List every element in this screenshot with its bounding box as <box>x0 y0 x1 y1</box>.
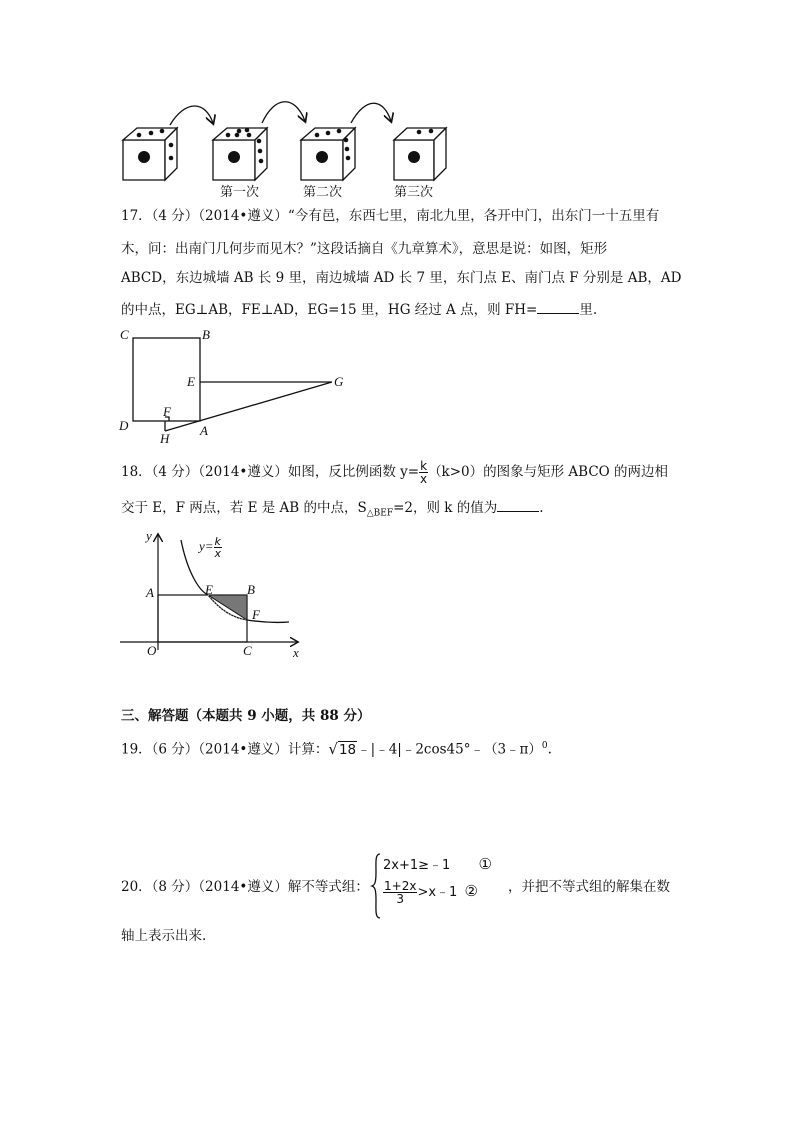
label-C: C <box>120 327 129 342</box>
label-E: E <box>205 582 213 597</box>
label-D: D <box>119 418 129 433</box>
q18-line-1-text: 18．（4 分）（2014•遵义）如图，反比例函数 y= <box>121 464 420 480</box>
inequality-1-mark: ① <box>478 855 492 873</box>
label-A: A <box>146 585 154 600</box>
function-numerator: k <box>214 535 221 548</box>
arrow-1 <box>170 106 213 125</box>
label-F: F <box>252 607 260 622</box>
q19-line <box>121 736 552 760</box>
section-heading: 三、解答题（本题共 9 小题，共 88 分） <box>121 708 371 724</box>
sqrt-sign: √ <box>328 739 338 758</box>
q17-line-3: ABCD，东边城墙 AB 长 9 里，南边城墙 AD 长 7 里，东门点 E、南门点 F 分别是 AB，AD <box>121 270 682 286</box>
fraction-k-over-x <box>419 460 428 485</box>
q18-line-1 <box>121 457 668 487</box>
q19-end: . <box>547 741 552 758</box>
label-F: F <box>163 404 171 419</box>
label-x-axis: x <box>293 645 299 660</box>
q18-line-2 <box>121 498 544 524</box>
inequality-2-rest: >x﹣1 <box>417 885 458 900</box>
q18-line-2-text: 交于 E，F 两点，若 E 是 AB 的中点，S <box>121 500 367 516</box>
area-subscript: △BEF <box>366 508 394 519</box>
exponent: 0 <box>541 741 548 751</box>
q18-line-1-rest: （k>0）的图象与矩形 ABCO 的两边相 <box>428 464 669 480</box>
inequality-2-numerator: 1+2x <box>384 879 417 893</box>
dice-caption-1: 第一次 <box>220 185 260 200</box>
die-4 <box>394 128 446 180</box>
label-y-axis: y <box>146 528 152 543</box>
arrow-2 <box>262 102 305 123</box>
dice-caption-3: 第三次 <box>394 185 434 200</box>
inequality-system <box>370 852 510 922</box>
label-H: H <box>160 431 170 446</box>
q19-expression: ﹣|﹣4|﹣2cos45°﹣（3﹣π） <box>357 741 542 758</box>
sqrt-expression <box>328 739 357 760</box>
q20-line-1: 20．（8 分）（2014•遵义）解不等式组： <box>121 879 369 895</box>
q17-figure <box>115 325 355 445</box>
label-C: C <box>243 643 252 658</box>
q20-line-2: 轴上表示出来. <box>121 928 207 944</box>
fraction-denominator: x <box>420 472 428 486</box>
dice-caption-2: 第二次 <box>303 185 343 200</box>
die-1 <box>123 128 177 180</box>
answer-blank[interactable] <box>537 300 579 314</box>
q17-line-4-end: 里. <box>579 302 598 318</box>
q18-line-2-end: . <box>539 500 544 516</box>
function-label-text: y= <box>199 538 214 554</box>
inequality-1 <box>383 854 492 873</box>
fraction-numerator: k <box>420 459 428 473</box>
q19-text: 19．（6 分）（2014•遵义）计算： <box>121 741 329 758</box>
function-fraction <box>214 536 222 559</box>
q17-line-4 <box>121 300 597 320</box>
arrow-3 <box>351 103 391 123</box>
answer-blank[interactable] <box>497 498 539 512</box>
inequality-2-mark: ② <box>464 882 478 900</box>
shaded-triangle-bef <box>208 595 247 620</box>
label-E: E <box>187 374 195 389</box>
label-O: O <box>147 643 157 658</box>
q17-line-2: 木，问：出南门几何步而见木？”这段话摘自《九章算术》，意思是说：如图，矩形 <box>121 241 608 257</box>
sqrt-argument: 18 <box>338 741 357 758</box>
die-2 <box>213 128 267 180</box>
q17-line-4-text: 的中点，EG⊥AB，FE⊥AD，EG=15 里，HG 经过 A 点，则 FH= <box>121 302 538 318</box>
inequality-2 <box>383 880 478 905</box>
q18-line-2-mid: =2，则 k 的值为 <box>393 500 498 516</box>
brace <box>370 852 382 920</box>
q20-line-1-end: ，并把不等式组的解集在数 <box>508 879 670 895</box>
function-label <box>199 536 222 559</box>
q17-line-1: 17．（4 分）（2014•遵义）“今有邑，东西七里，南北九里，各开中门，出东门一十五里有 <box>121 208 660 224</box>
inequality-1-text: 2x+1≥﹣1 <box>383 858 451 873</box>
label-A: A <box>200 423 208 438</box>
label-B: B <box>202 327 210 342</box>
inequality-2-denominator: 3 <box>396 892 405 906</box>
inequality-2-fraction <box>383 880 417 905</box>
label-G: G <box>334 374 344 389</box>
label-B: B <box>247 582 255 597</box>
function-denominator: x <box>214 547 221 560</box>
die-3 <box>301 128 355 180</box>
